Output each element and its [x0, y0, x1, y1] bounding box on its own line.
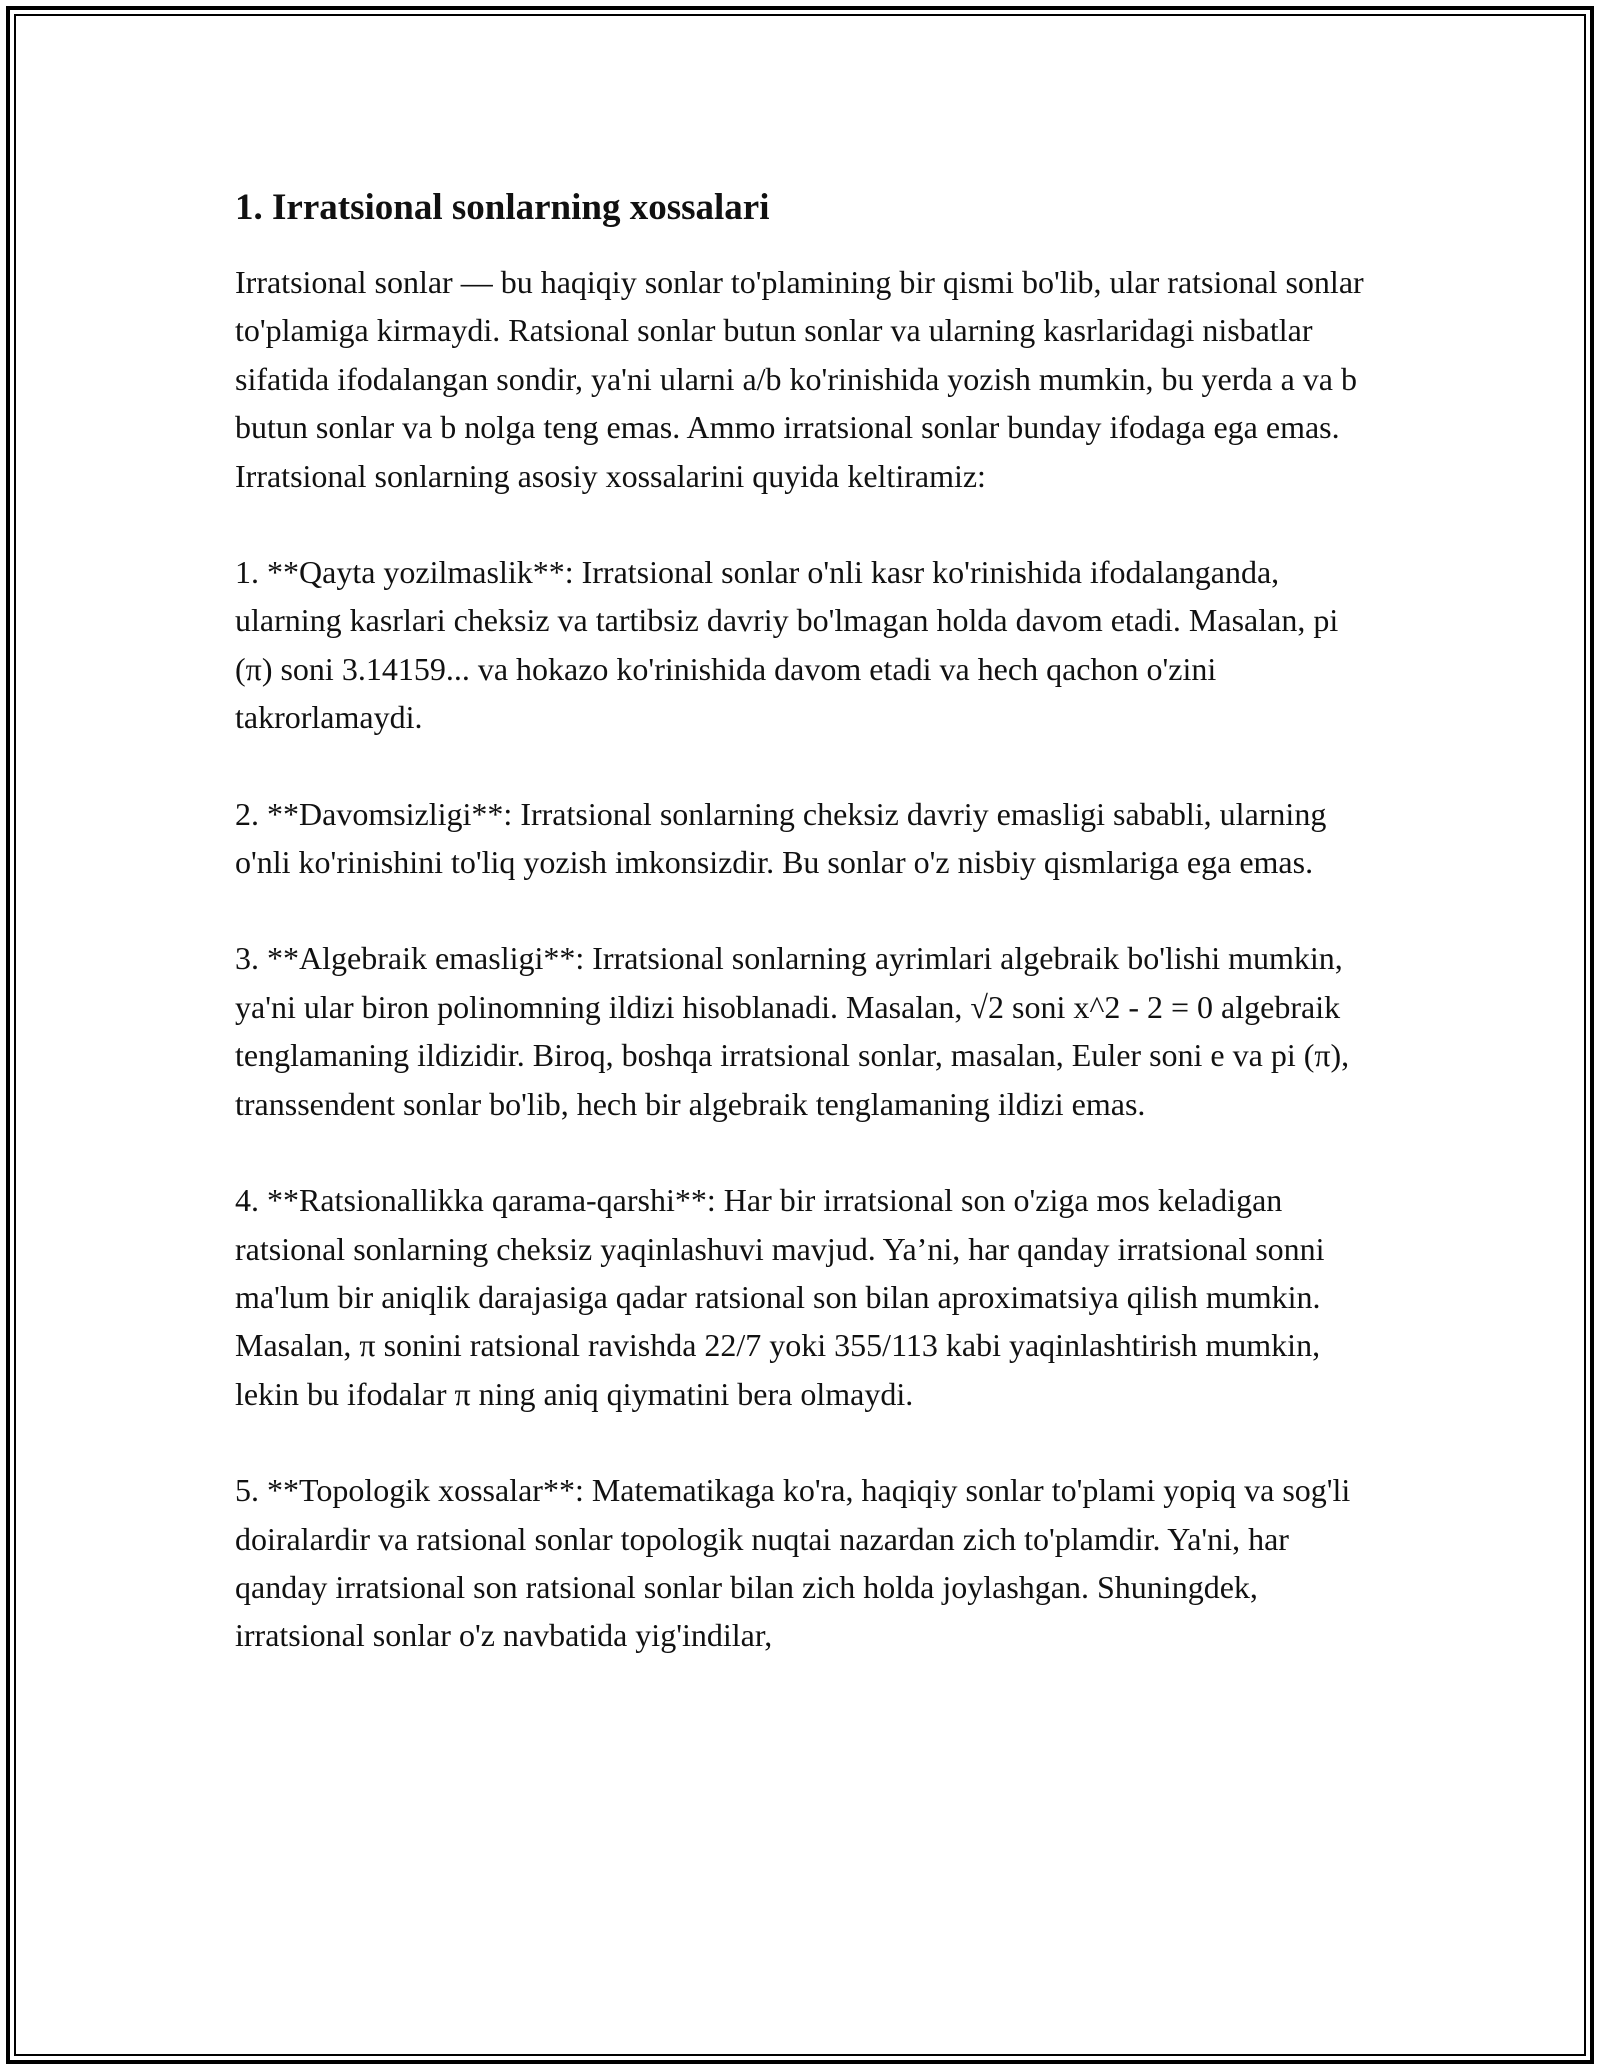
property-paragraph-3: 3. **Algebraik emasligi**: Irratsional sonlarning ayrimlari algebraik bo'lishi mumkin, ya'ni ular biron polinomning ildizi hisoblanadi. Masalan, √2 soni x^2 - 2 = 0 algebraik tenglamaning ildizidir. Biroq, boshqa irratsional sonlar, masalan, Euler soni e va pi (π), transsendent sonlar bo'lib, hech bir algebraik tenglamaning ildizi emas. [235, 940, 1350, 1122]
property-paragraph-2: 2. **Davomsizligi**: Irratsional sonlarning cheksiz davriy emasligi sababli, ularning o'nli ko'rinishini to'liq yozish imkonsizdir. Bu sonlar o'z nisbiy qismlariga ega emas. [235, 795, 1327, 881]
property-paragraph-5: 5. **Topologik xossalar**: Matematikaga ko'ra, haqiqiy sonlar to'plami yopiq va sog'li doiralardir va ratsional sonlar topologik nuqtai nazardan zich to'plamdir. Ya'ni, har qanday irratsional son ratsional sonlar bilan zich holda joylashgan. Shuningdek, irratsional sonlar o'z navbatida yig'indilar, [235, 1472, 1351, 1654]
document-body [235, 186, 1370, 1660]
section-heading: 1. Irratsional sonlarning xossalari [235, 187, 770, 228]
property-paragraph-1: 1. **Qayta yozilmaslik**: Irratsional sonlar o'nli kasr ko'rinishida ifodalanganda, ularning kasrlari cheksiz va tartibsiz davriy bo'lmagan holda davom etadi. Masalan, pi (π) soni 3.14159... va hokazo ko'rinishida davom etadi va hech qachon o'zini takrorlamaydi. [235, 554, 1339, 736]
property-paragraph-4: 4. **Ratsionallikka qarama-qarshi**: Har bir irratsional son o'ziga mos keladigan ratsional sonlarning cheksiz yaqinlashuvi mavjud. Ya’ni, har qanday irratsional sonni ma'lum bir aniqlik darajasiga qadar ratsional son bilan aproximatsiya qilish mumkin. Masalan, π sonini ratsional ravishda 22/7 yoki 355/113 kabi yaqinlashtirish mumkin, lekin bu ifodalar π ning aniq qiymatini bera olmaydi. [235, 1182, 1325, 1412]
intro-paragraph: Irratsional sonlar — bu haqiqiy sonlar to'plamining bir qismi bo'lib, ular ratsional sonlar to'plamiga kirmaydi. Ratsional sonlar butun sonlar va ularning kasrlaridagi nisbatlar sifatida ifodalangan sondir, ya'ni ularni a/b ko'rinishida yozish mumkin, bu yerda a va b butun sonlar va b nolga teng emas. Ammo irratsional sonlar bunday ifodaga ega emas. Irratsional sonlarning asosiy xossalarini quyida keltiramiz: [235, 264, 1364, 494]
